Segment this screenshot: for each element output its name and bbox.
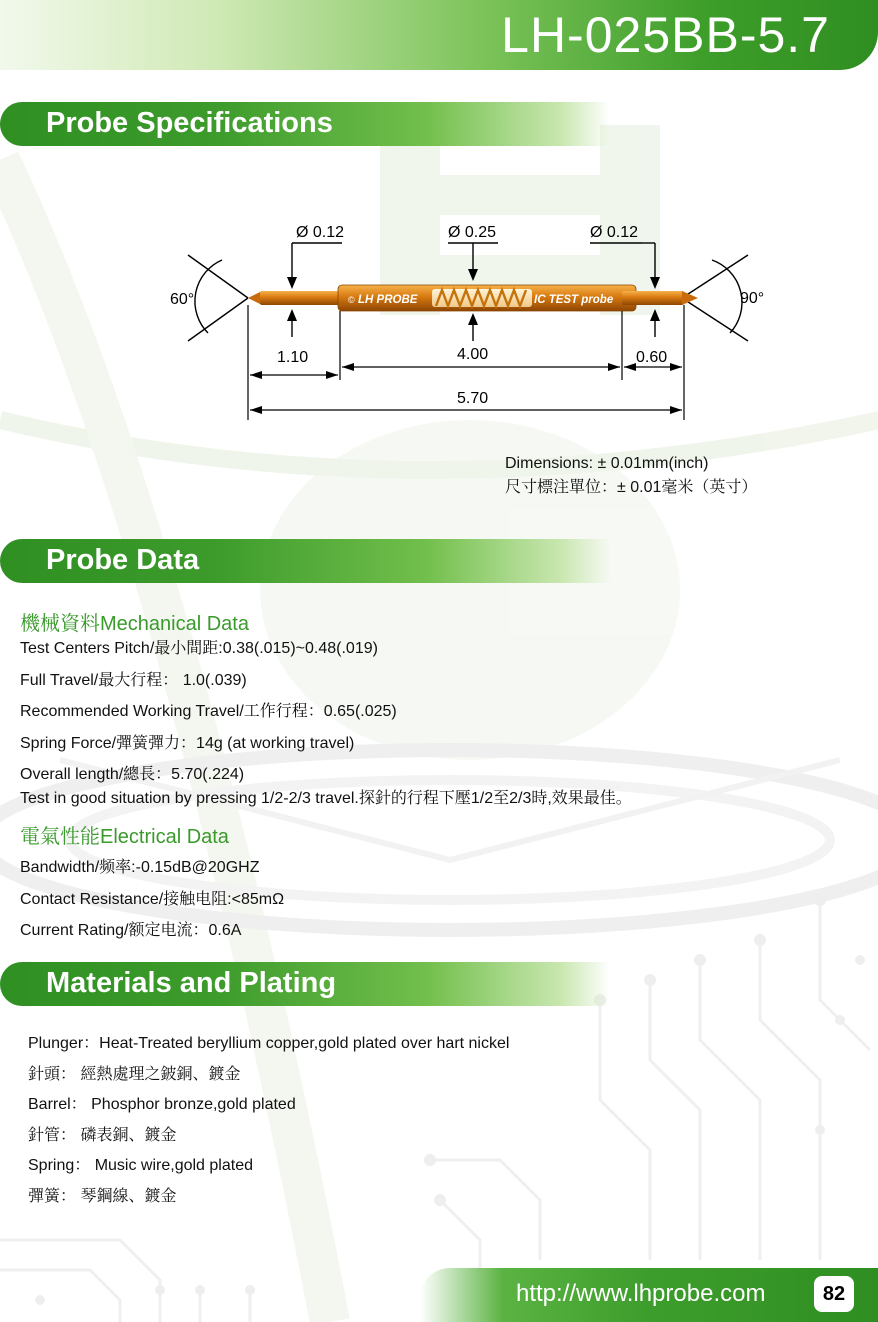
electrical-item-bandwidth: Bandwidth/频率:-0.15dB@20GHZ (20, 859, 260, 876)
section-title-materials: Materials and Plating (46, 967, 337, 999)
title-banner (0, 0, 878, 70)
material-barrel-en: Barrel： Phosphor bronze,gold plated (28, 1096, 296, 1113)
dimensions-note-en: Dimensions: ± 0.01mm(inch) (505, 455, 709, 472)
mechanical-item-working-travel: Recommended Working Travel/工作行程：0.65(.025) (20, 703, 397, 720)
mechanical-heading: 機械資料Mechanical Data (20, 613, 249, 635)
diameter-label-center: Ø 0.25 (448, 224, 497, 241)
page-number: 82 (814, 1276, 854, 1312)
material-plunger-en: Plunger：Heat-Treated beryllium copper,gold plated over hart nickel (28, 1035, 510, 1052)
length-label-left: 1.10 (277, 349, 309, 366)
length-label-right: 0.60 (636, 349, 668, 366)
section-title-probe-data: Probe Data (46, 544, 200, 576)
section-bar-probe-data (0, 539, 610, 583)
electrical-list (20, 854, 284, 949)
mechanical-item-overall-length: Overall length/總長：5.70(.224) (20, 766, 245, 783)
probe-diagram (150, 205, 790, 435)
mechanical-item-spring-force: Spring Force/彈簧彈力：14g (at working travel) (20, 734, 355, 752)
material-barrel-zh: 針管： 磷表銅、鍍金 (28, 1126, 177, 1144)
section-bar-specifications (0, 102, 610, 146)
mechanical-item-test-note: Test in good situation by pressing 1/2-2/3 travel.探針的行程下壓1/2至2/3時,效果最佳。 (20, 790, 632, 807)
length-label-center: 4.00 (457, 346, 489, 363)
diameter-label-left: Ø 0.12 (296, 224, 345, 241)
brand-label-right: IC TEST probe (534, 294, 614, 306)
website-link[interactable]: http://www.lhprobe.com (516, 1280, 766, 1307)
section-title-specifications: Probe Specifications (46, 107, 333, 139)
length-label-total: 5.70 (457, 390, 489, 407)
brand-label-left: LH PROBE (358, 294, 418, 306)
angle-label-left: 60° (170, 291, 195, 308)
diameter-label-right: Ø 0.12 (590, 224, 639, 241)
electrical-item-contact-resistance: Contact Resistance/接触电阻:<85mΩ (20, 890, 285, 908)
part-number-title: LH-025BB-5.7 (501, 7, 830, 63)
probe-body (248, 285, 698, 311)
material-spring-en: Spring： Music wire,gold plated (28, 1157, 253, 1174)
mechanical-item-full-travel: Full Travel/最大行程： 1.0(.039) (20, 671, 247, 689)
copyright-mark: © (348, 295, 355, 305)
electrical-item-current-rating: Current Rating/额定电流：0.6A (20, 922, 242, 939)
footer-banner (420, 1268, 878, 1322)
material-spring-zh: 彈簧： 琴鋼線、鍍金 (28, 1187, 177, 1205)
section-bar-materials (0, 962, 610, 1006)
mechanical-list (20, 635, 632, 817)
electrical-heading: 電氣性能Electrical Data (20, 826, 229, 848)
dimensions-note-zh: 尺寸標注單位：± 0.01毫米（英寸） (505, 479, 758, 496)
angle-label-right: 90° (740, 290, 765, 307)
materials-list (28, 1030, 509, 1213)
left-angle-marker (188, 255, 248, 341)
dimensions-note (505, 452, 757, 500)
material-plunger-zh: 針頭： 經熱處理之鈹銅、鍍金 (28, 1065, 241, 1083)
mechanical-item-pitch: Test Centers Pitch/最小間距:0.38(.015)~0.48(.019) (20, 640, 378, 657)
